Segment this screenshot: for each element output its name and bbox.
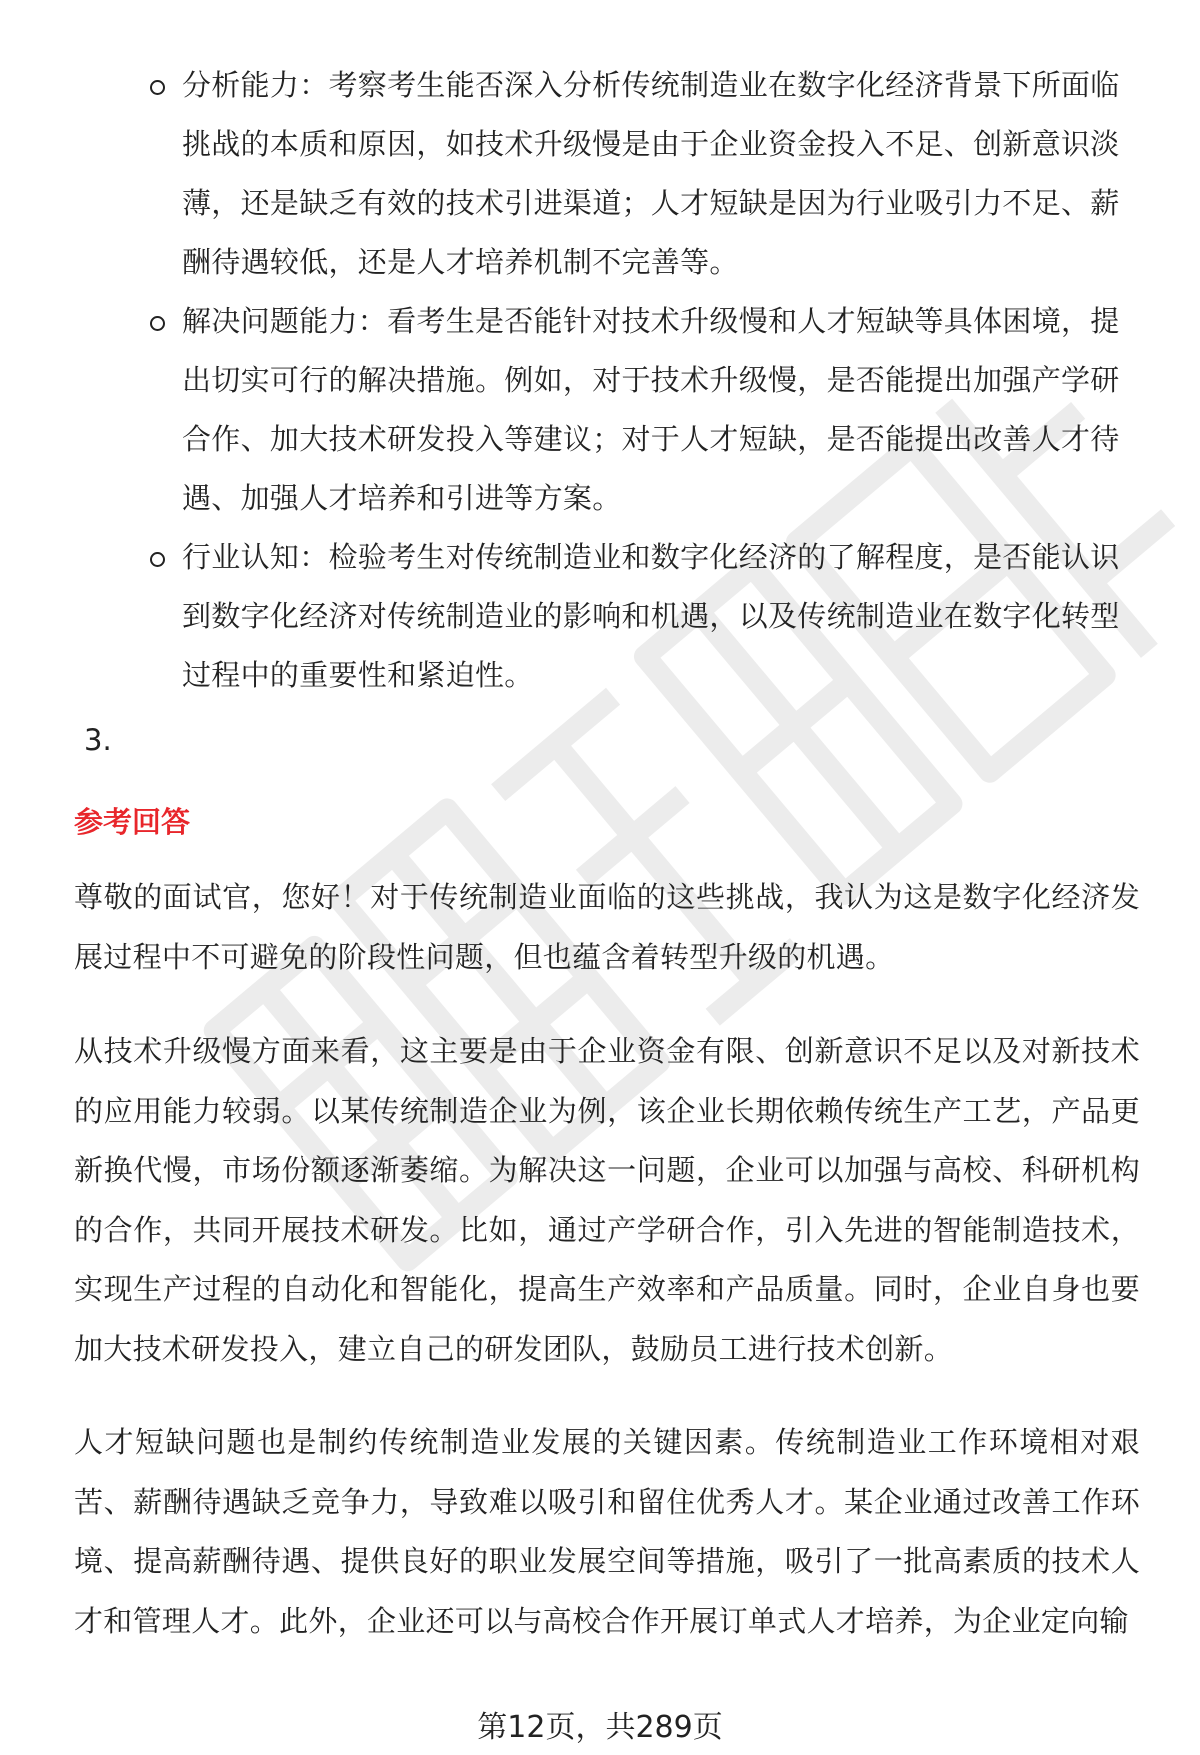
bullet-text: 解决问题能力：看考生是否能针对技术升级慢和人才短缺等具体困境，提出切实可行的解决措施。例如，对于技术升级慢，是否能提出加强产学研合作、加大技术研发投入等建议；对于人才短缺，是否能提出改善人才待遇、加强人才培养和引进等方案。 xyxy=(182,304,1120,515)
answer-paragraph: 人才短缺问题也是制约传统制造业发展的关键因素。传统制造业工作环境相对艰苦、薪酬待遇缺乏竞争力，导致难以吸引和留住优秀人才。某企业通过改善工作环境、提高薪酬待遇、提供良好的职业发展空间等措施，吸引了一批高素质的技术人才和管理人才。此外，企业还可以与高校合作开展订单式人才培养，为企业定向输 xyxy=(74,1425,1140,1638)
answer-paragraph: 从技术升级慢方面来看，这主要是由于企业资金有限、创新意识不足以及对新技术的应用能力较弱。以某传统制造企业为例，该企业长期依赖传统生产工艺，产品更新换代慢，市场份额逐渐萎缩。为解决这一问题，企业可以加强与高校、科研机构的合作，共同开展技术研发。比如，通过产学研合作，引入先进的智能制造技术，实现生产过程的自动化和智能化，提高生产效率和产品质量。同时，企业自身也要加大技术研发投入，建立自己的研发团队，鼓励员工进行技术创新。 xyxy=(74,1034,1140,1366)
list-item xyxy=(150,56,1140,292)
list-item xyxy=(150,292,1140,528)
page-footer: 第12页，共289页 xyxy=(477,1710,723,1745)
answer-paragraph: 尊敬的面试官，您好！对于传统制造业面临的这些挑战，我认为这是数字化经济发展过程中不可避免的阶段性问题，但也蕴含着转型升级的机遇。 xyxy=(74,880,1140,974)
hollow-bullet-icon xyxy=(150,316,165,331)
bullet-text: 行业认知：检验考生对传统制造业和数字化经济的了解程度，是否能认识到数字化经济对传统制造业的影响和机遇，以及传统制造业在数字化转型过程中的重要性和紧迫性。 xyxy=(182,540,1120,692)
section-number: 3. xyxy=(84,723,112,757)
reference-answer-heading: 参考回答 xyxy=(74,805,191,839)
hollow-bullet-icon xyxy=(150,552,165,567)
list-item xyxy=(150,528,1140,705)
bullet-text: 分析能力：考察考生能否深入分析传统制造业在数字化经济背景下所面临挑战的本质和原因，如技术升级慢是由于企业资金投入不足、创新意识淡薄，还是缺乏有效的技术引进渠道；人才短缺是因为行业吸引力不足、薪酬待遇较低，还是人才培养机制不完善等。 xyxy=(182,68,1120,279)
hollow-bullet-icon xyxy=(150,80,165,95)
evaluation-criteria-list xyxy=(150,56,1140,705)
